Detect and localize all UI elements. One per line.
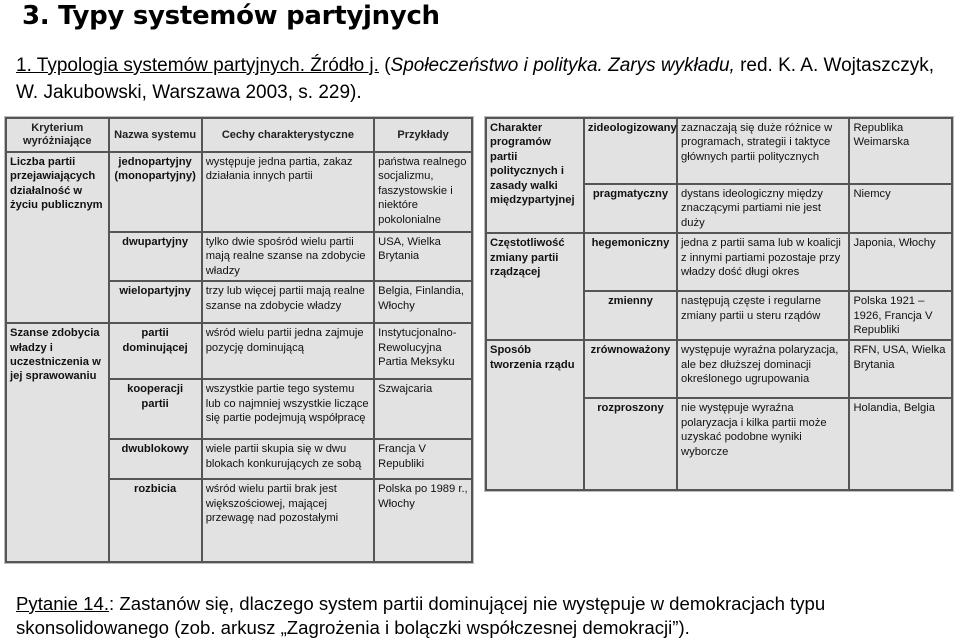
system-name-cell: wielopartyjny <box>109 281 202 323</box>
examples-cell: USA, Wielka Brytania <box>374 232 472 281</box>
features-cell: tylko dwie spośród wielu partii mają realne szanse na zdobycie władzy <box>202 232 374 281</box>
left-table-scan <box>4 116 474 564</box>
party-system-table-left <box>5 117 473 563</box>
features-cell: trzy lub więcej partii mają realne szanse na zdobycie władzy <box>202 281 374 323</box>
features-cell: zaznaczają się duże różnice w programach, strategii i taktyce głównych partii politycznych <box>677 118 849 184</box>
header-criterion: Kryterium wyróżniające <box>6 118 109 152</box>
header-system-name: Nazwa systemu <box>109 118 202 152</box>
system-name-cell: zideologizowany <box>584 118 677 184</box>
examples-cell: Belgia, Finlandia, Włochy <box>374 281 472 323</box>
features-cell: następują częste i regularne zmiany partii u steru rządów <box>677 291 849 340</box>
system-name-cell: dwublokowy <box>109 439 202 479</box>
criterion-cell: Liczba partii przejawiających działalność w życiu publicznym <box>6 152 109 323</box>
system-name-cell: zmienny <box>584 291 677 340</box>
examples-cell: Japonia, Włochy <box>849 233 952 291</box>
system-name-cell: dwupartyjny <box>109 232 202 281</box>
criterion-cell: Szanse zdobycia władzy i uczestniczenia w jej sprawowaniu <box>6 323 109 562</box>
examples-cell: Niemcy <box>849 184 952 233</box>
system-name-cell: rozproszony <box>584 398 677 490</box>
features-cell: występuje wyraźna polaryzacja, ale bez dłuższej dominacji określonego ugrupowania <box>677 340 849 398</box>
features-cell: występuje jedna partia, zakaz działania innych partii <box>202 152 374 232</box>
system-name-cell: pragmatyczny <box>584 184 677 233</box>
right-table-scan <box>484 116 954 492</box>
source-citation-book-title: Społeczeństwo i polityka. Zarys wykładu, <box>390 55 735 76</box>
features-cell: wszystkie partie tego systemu lub co najmniej wszystkie liczące się partie podejmują współpracę <box>202 379 374 439</box>
examples-cell: Republika Weimarska <box>849 118 952 184</box>
examples-cell: Instytucjonalno-Rewolucyjna Partia Meksyku <box>374 323 472 379</box>
source-citation-details: red. K. A. Wojtaszczyk, W. Jakubowski, Warszawa 2003, s. 229). <box>16 55 935 103</box>
examples-cell: państwa realnego socjalizmu, faszystowskie i niektóre pokolonialne <box>374 152 472 232</box>
examples-cell: RFN, USA, Wielka Brytania <box>849 340 952 398</box>
page-title: 3. Typy systemów partyjnych <box>22 1 440 31</box>
question-text: : Zastanów się, dlaczego system partii dominującej nie występuje w demokracjach typu skonsolidowanego (zob. arkusz „Zagrożenia i bolączki współczesnej demokracji”). <box>16 593 826 638</box>
system-name-cell: rozbicia <box>109 479 202 562</box>
system-name-cell: jednopartyjny (monopartyjny) <box>109 152 202 232</box>
criterion-cell: Częstotliwość zmiany partii rządzącej <box>486 233 584 340</box>
system-name-cell: kooperacji partii <box>109 379 202 439</box>
criterion-cell: Sposób tworzenia rządu <box>486 340 584 490</box>
features-cell: wiele partii skupia się w dwu blokach konkurujących ze sobą <box>202 439 374 479</box>
features-cell: wśród wielu partii brak jest większościowej, mającej przewagę nad pozostałymi <box>202 479 374 562</box>
header-features: Cechy charakterystyczne <box>202 118 374 152</box>
examples-cell: Holandia, Belgia <box>849 398 952 490</box>
source-citation <box>16 52 946 106</box>
examples-cell: Polska po 1989 r., Włochy <box>374 479 472 562</box>
question-14 <box>16 592 956 640</box>
header-examples: Przykłady <box>374 118 472 152</box>
features-cell: wśród wielu partii jedna zajmuje pozycję dominującą <box>202 323 374 379</box>
system-name-cell: hegemoniczny <box>584 233 677 291</box>
source-citation-link[interactable]: 1. Typologia systemów partyjnych. Źródło j. <box>16 55 379 76</box>
system-name-cell: zrównoważony <box>584 340 677 398</box>
criterion-cell: Charakter programów partii politycznych i zasady walki międzypartyjnej <box>486 118 584 233</box>
examples-cell: Polska 1921 – 1926, Francja V Republiki <box>849 291 952 340</box>
party-system-table-right <box>485 117 953 491</box>
system-name-cell: partii dominującej <box>109 323 202 379</box>
examples-cell: Szwajcaria <box>374 379 472 439</box>
question-label: Pytanie 14. <box>16 593 110 614</box>
features-cell: nie występuje wyraźna polaryzacja i kilka partii może uzyskać podobne wyniki wyborcze <box>677 398 849 490</box>
source-citation-paren: ( <box>378 55 391 76</box>
features-cell: jedna z partii sama lub w koalicji z innymi partiami pozostaje przy władzy dość długi okres <box>677 233 849 291</box>
features-cell: dystans ideologiczny między znaczącymi partiami nie jest duży <box>677 184 849 233</box>
examples-cell: Francja V Republiki <box>374 439 472 479</box>
